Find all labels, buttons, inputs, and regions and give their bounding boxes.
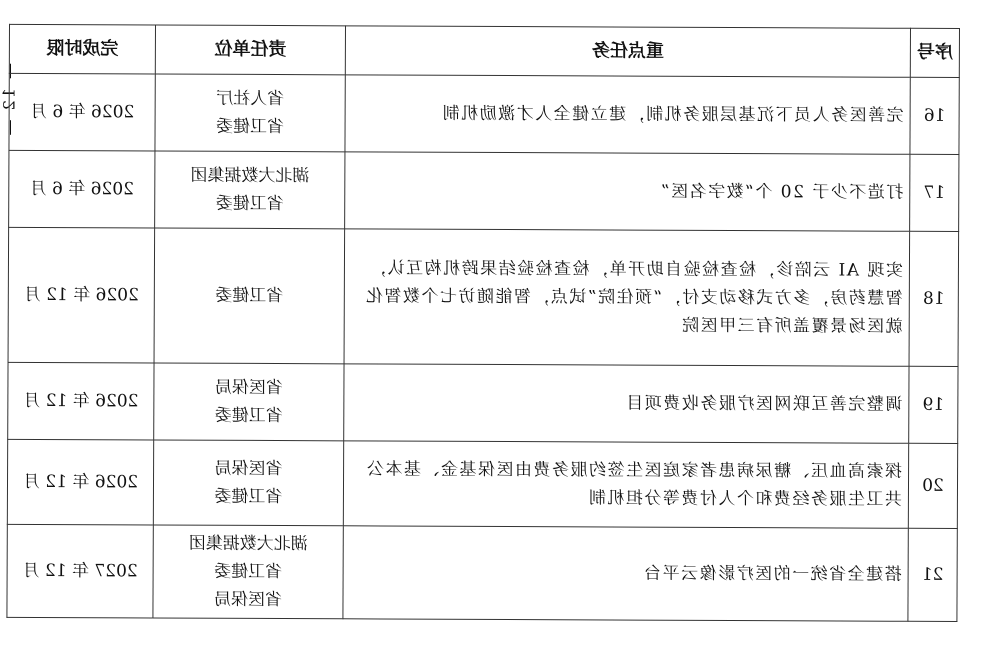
table-row	[7, 439, 957, 528]
task-cell: 调整完善互联网医疗服务收费项目	[344, 364, 909, 443]
serial-number-cell: 20	[908, 443, 957, 528]
unit-name: 省人社厅	[216, 88, 285, 110]
deadline-cell: 2026 年 12 月	[7, 439, 153, 525]
header-responsible-unit: 责任单位	[155, 25, 345, 75]
deadline-cell: 2026 年 12 月	[8, 362, 154, 440]
unit-cell	[155, 74, 345, 152]
serial-number-cell: 19	[909, 366, 958, 443]
header-deadline: 完成时限	[9, 24, 155, 74]
unit-name: 湖北大数据集团	[188, 533, 308, 555]
unit-name: 省医保局	[213, 589, 283, 611]
task-cell: 探索高血压、糖尿病患者家庭医生签约服务费由医保基金、基本公共卫生服务经费和个人付费等分担机制	[343, 441, 908, 528]
table-row	[8, 227, 959, 366]
header-serial-number: 序号	[910, 28, 959, 77]
serial-number-cell: 21	[908, 528, 957, 621]
unit-cell	[155, 151, 345, 229]
unit-name: 省卫健委	[216, 116, 285, 138]
deadline-cell: 2026 年 12 月	[8, 227, 155, 363]
unit-name: 湖北大数据集团	[190, 165, 310, 187]
header-key-task: 重点任务	[345, 26, 910, 77]
table-row	[9, 150, 959, 231]
table-row	[7, 524, 957, 621]
unit-name: 省卫健委	[215, 285, 284, 307]
unit-name: 省医保局	[214, 458, 283, 480]
task-cell: 搭建全省统一的医疗影像云平台	[343, 526, 908, 621]
serial-number-cell: 16	[910, 77, 959, 154]
unit-name: 省医保局	[214, 377, 283, 399]
unit-name: 省卫健委	[214, 561, 283, 583]
table-row	[8, 362, 958, 443]
deadline-cell: 2026 年 6 月	[9, 150, 155, 228]
deadline-cell: 2027 年 12 月	[7, 524, 153, 618]
unit-name: 省卫健委	[214, 486, 283, 508]
key-tasks-table	[6, 24, 960, 622]
task-cell: 打造不少于 20 个“数字名医”	[345, 152, 910, 231]
table-row	[9, 73, 959, 154]
serial-number-cell: 18	[909, 231, 959, 366]
unit-name: 省卫健委	[215, 193, 284, 215]
deadline-cell: 2026 年 6 月	[9, 73, 155, 151]
unit-cell	[153, 525, 343, 619]
task-cell: 实现 AI 云陪诊，检查检验自助开单，检查检验结果跨机构互认，智慧药房，多方式移动支付，“预住院”试点，智能随访七个数智化就医场景覆盖所有三甲医院	[344, 229, 910, 366]
unit-cell	[154, 363, 344, 441]
serial-number-cell: 17	[910, 154, 959, 231]
task-cell: 完善医务人员下沉基层服务机制，建立健全人才激励机制	[345, 75, 910, 154]
unit-cell	[154, 228, 345, 364]
unit-cell	[153, 440, 343, 526]
unit-name: 省卫健委	[214, 405, 283, 427]
table-header-row	[9, 24, 959, 77]
page-number: — 12 —	[0, 62, 19, 138]
